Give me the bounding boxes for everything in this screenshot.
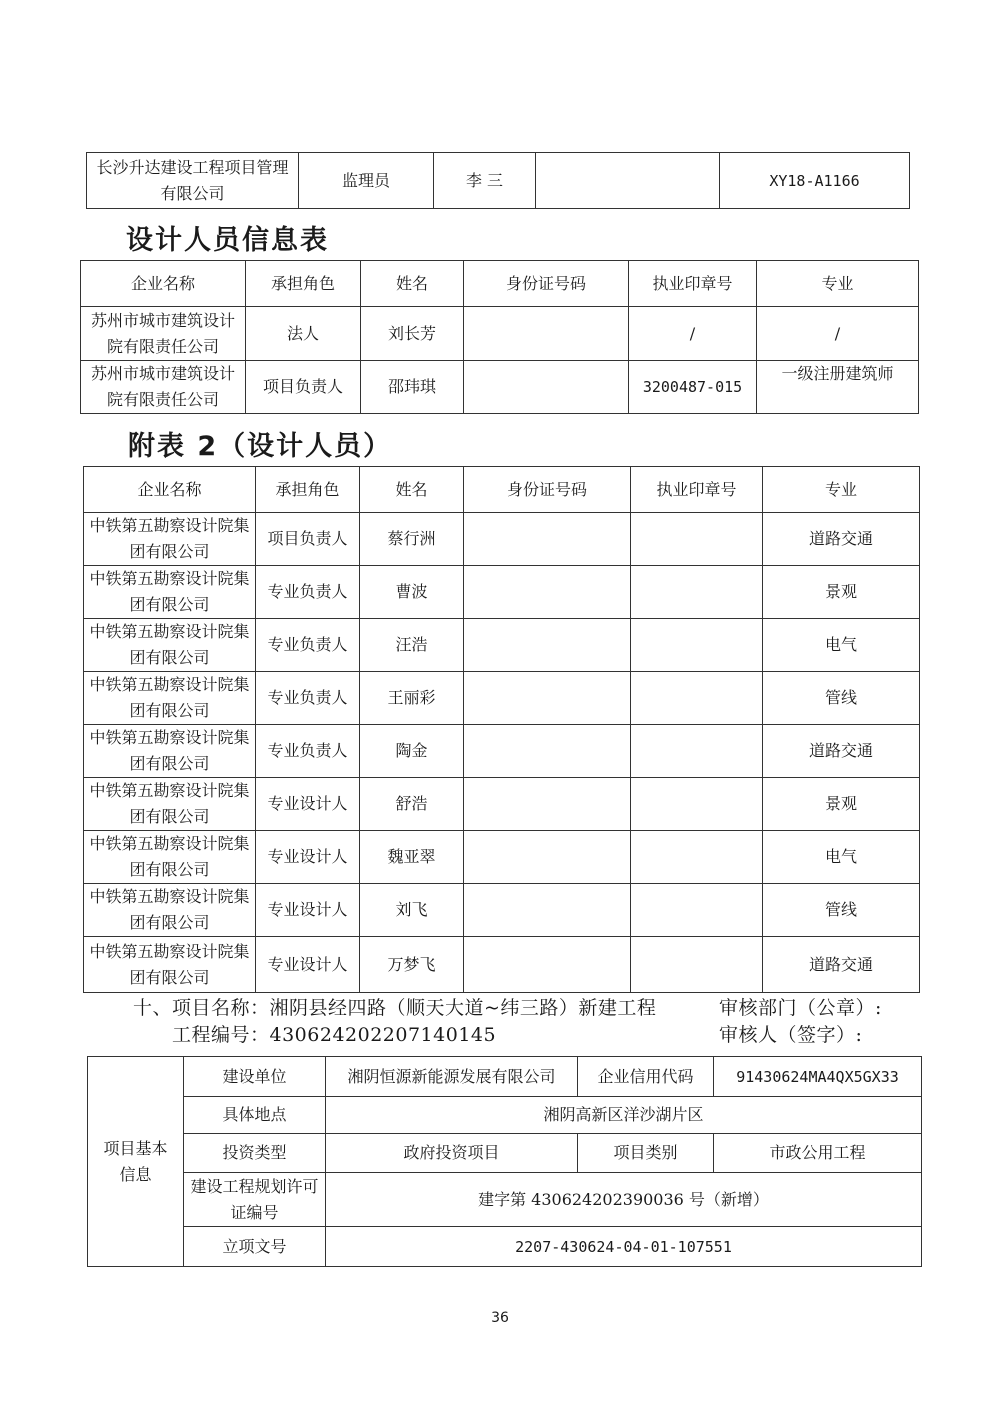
header-seal-no: 执业印章号 (631, 467, 763, 513)
header-id-number: 身份证号码 (464, 467, 631, 513)
seal-no-cell (631, 619, 763, 672)
table-row (84, 937, 920, 993)
seal-no-cell (631, 778, 763, 831)
header-role: 承担角色 (246, 261, 361, 307)
id-number-cell (536, 153, 720, 209)
role-cell: 专业设计人 (256, 778, 360, 831)
role-cell: 专业负责人 (256, 725, 360, 778)
role-cell: 专业负责人 (256, 566, 360, 619)
credit-code-value: 91430624MA4QX5GX33 (714, 1057, 922, 1097)
major-cell: 道路交通 (763, 725, 920, 778)
seal-no-cell (631, 725, 763, 778)
design-staff-table (80, 260, 919, 414)
table-row (88, 1227, 922, 1267)
name-cell: 王丽彩 (360, 672, 464, 725)
company-cell: 中铁第五勘察设计院集团有限公司 (84, 937, 256, 993)
seal-no-cell: 3200487-015 (629, 361, 757, 414)
table-row (84, 566, 920, 619)
id-number-cell (464, 725, 631, 778)
company-cell: 中铁第五勘察设计院集团有限公司 (84, 831, 256, 884)
name-cell: 舒浩 (360, 778, 464, 831)
location-label: 具体地点 (184, 1097, 326, 1134)
id-number-cell (464, 937, 631, 993)
table-row (84, 513, 920, 566)
permit-label: 建设工程规划许可证编号 (184, 1173, 326, 1227)
id-number-cell (464, 672, 631, 725)
project-code: 工程编号：430624202207140145 (172, 1024, 497, 1046)
approval-label: 立项文号 (184, 1227, 326, 1267)
design-staff-title: 设计人员信息表 (126, 225, 329, 256)
major-cell: 管线 (763, 884, 920, 937)
id-number-cell (464, 566, 631, 619)
table-row (84, 672, 920, 725)
seal-no-cell (631, 884, 763, 937)
project-info-label: 项目基本信息 (88, 1057, 184, 1267)
role-cell: 专业设计人 (256, 937, 360, 993)
header-id-number: 身份证号码 (464, 261, 629, 307)
header-major: 专业 (763, 467, 920, 513)
id-number-cell (464, 307, 629, 361)
role-cell: 专业设计人 (256, 884, 360, 937)
table-row (88, 1134, 922, 1173)
name-cell: 李 三 (434, 153, 536, 209)
table-row (88, 1057, 922, 1097)
company-cell: 中铁第五勘察设计院集团有限公司 (84, 725, 256, 778)
id-number-cell (464, 884, 631, 937)
project-type-label: 项目类别 (578, 1134, 714, 1173)
permit-value: 建字第 430624202390036 号（新增） (326, 1173, 922, 1227)
table-row (84, 725, 920, 778)
id-number-cell (464, 831, 631, 884)
company-cell: 苏州市城市建筑设计院有限责任公司 (81, 307, 246, 361)
table-row (84, 619, 920, 672)
name-cell: 刘长芳 (361, 307, 464, 361)
role-cell: 法人 (246, 307, 361, 361)
seal-no-cell (631, 566, 763, 619)
id-number-cell (464, 361, 629, 414)
construction-unit-label: 建设单位 (184, 1057, 326, 1097)
project-type-value: 市政公用工程 (714, 1134, 922, 1173)
page-number: 36 (491, 1310, 509, 1326)
major-cell: 景观 (763, 566, 920, 619)
invest-type-label: 投资类型 (184, 1134, 326, 1173)
table-row (81, 307, 919, 361)
header-company: 企业名称 (81, 261, 246, 307)
invest-type-value: 政府投资项目 (326, 1134, 578, 1173)
header-company: 企业名称 (84, 467, 256, 513)
project-heading: 十、项目名称：湘阴县经四路（顺天大道~纬三路）新建工程 (133, 997, 657, 1019)
table-row (84, 831, 920, 884)
seal-no-cell: / (629, 307, 757, 361)
seal-no-cell (631, 513, 763, 566)
company-cell: 中铁第五勘察设计院集团有限公司 (84, 672, 256, 725)
name-cell: 刘飞 (360, 884, 464, 937)
major-cell: 电气 (763, 831, 920, 884)
major-cell: 一级注册建筑师 (757, 361, 919, 414)
role-cell: 专业负责人 (256, 672, 360, 725)
id-number-cell (464, 778, 631, 831)
header-seal-no: 执业印章号 (629, 261, 757, 307)
major-cell: 道路交通 (763, 513, 920, 566)
name-cell: 蔡行洲 (360, 513, 464, 566)
name-cell: 万梦飞 (360, 937, 464, 993)
name-cell: 陶金 (360, 725, 464, 778)
company-cell: 中铁第五勘察设计院集团有限公司 (84, 619, 256, 672)
name-cell: 曹波 (360, 566, 464, 619)
construction-unit-value: 湘阴恒源新能源发展有限公司 (326, 1057, 578, 1097)
id-number-cell (464, 619, 631, 672)
table-row (87, 153, 910, 209)
table-row (81, 361, 919, 414)
major-cell: 道路交通 (763, 937, 920, 993)
role-cell: 专业负责人 (256, 619, 360, 672)
name-cell: 汪浩 (360, 619, 464, 672)
major-cell: / (757, 307, 919, 361)
company-cell: 中铁第五勘察设计院集团有限公司 (84, 566, 256, 619)
header-role: 承担角色 (256, 467, 360, 513)
header-major: 专业 (757, 261, 919, 307)
seal-no-cell (631, 672, 763, 725)
appendix2-table (83, 466, 920, 993)
role-cell: 项目负责人 (246, 361, 361, 414)
header-row (81, 261, 919, 307)
company-cell: 中铁第五勘察设计院集团有限公司 (84, 884, 256, 937)
approval-value: 2207-430624-04-01-107551 (326, 1227, 922, 1267)
header-row (84, 467, 920, 513)
role-cell: 监理员 (299, 153, 434, 209)
company-cell: 中铁第五勘察设计院集团有限公司 (84, 513, 256, 566)
table-row (84, 778, 920, 831)
project-info-table (87, 1056, 922, 1267)
role-cell: 项目负责人 (256, 513, 360, 566)
major-cell: 景观 (763, 778, 920, 831)
reviewer-label: 审核人（签字）: (719, 1024, 863, 1046)
name-cell: 魏亚翠 (360, 831, 464, 884)
id-number-cell (464, 513, 631, 566)
location-value: 湘阴高新区洋沙湖片区 (326, 1097, 922, 1134)
review-dept-label: 审核部门（公章）: (719, 997, 882, 1019)
company-cell: 苏州市城市建筑设计院有限责任公司 (81, 361, 246, 414)
role-cell: 专业设计人 (256, 831, 360, 884)
major-cell: 管线 (763, 672, 920, 725)
cert-no-cell: XY18-A1166 (720, 153, 910, 209)
appendix2-title: 附表 2（设计人员） (128, 431, 393, 462)
supervision-table (86, 152, 910, 209)
seal-no-cell (631, 937, 763, 993)
major-cell: 电气 (763, 619, 920, 672)
table-row (84, 884, 920, 937)
seal-no-cell (631, 831, 763, 884)
table-row (88, 1097, 922, 1134)
company-cell: 中铁第五勘察设计院集团有限公司 (84, 778, 256, 831)
header-name: 姓名 (361, 261, 464, 307)
table-row (88, 1173, 922, 1227)
credit-code-label: 企业信用代码 (578, 1057, 714, 1097)
header-name: 姓名 (360, 467, 464, 513)
company-cell: 长沙升达建设工程项目管理有限公司 (87, 153, 299, 209)
name-cell: 邵玮琪 (361, 361, 464, 414)
